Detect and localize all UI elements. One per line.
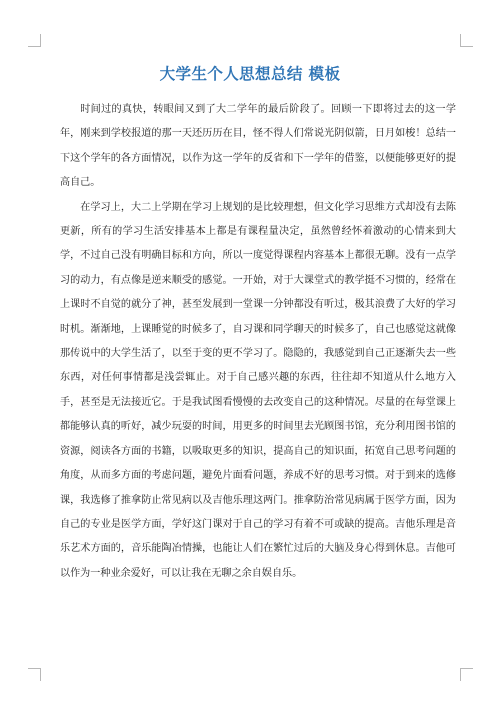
crop-mark-bottom-left: [28, 668, 41, 681]
crop-mark-top-right: [460, 34, 473, 47]
crop-mark-bottom-right: [460, 668, 473, 681]
document-body: [60, 98, 456, 586]
paragraph-intro: 时间过的真快，转眼间又到了大二学年的最后阶段了。回顾一下即将过去的这一学年，刚来到学校报道的那一天还历历在目，怪不得人们常说光阴似箭，日月如梭！总结一下这个学年的各方面情况，以作为这一学年的反省和下一学年的借鉴，以便能够更好的提高自己。: [60, 104, 456, 189]
crop-mark-top-left: [28, 34, 41, 47]
paragraph-study: 在学习上，大二上学期在学习上规划的是比较理想，但文化学习思维方式却没有去陈更新，所有的学习生活安排基本上都是有课程量决定，虽然曾经怀着激动的心情来到大学，不过自己没有明确目标和方向，所以一度觉得课程内容基本上都很无聊。没有一点学习的动力，有点像是逆来顺受的感觉。一开始，对于大课堂式的教学挺不习惯的，经常在上课时不自觉的就分了神，甚至发展到一堂课一分钟都没有听过，极其浪费了大好的学习时机。渐渐地，上课睡觉的时候多了，自习课和同学聊天的时候多了，自己也感觉这就像那传说中的大学生活了，以至于变的更不学习了。隐隐的，我感觉到自己正逐渐失去一些东西，对任何事情都是浅尝辄止。对于自己感兴趣的东西，往往却不知道从什么地方入手，甚至是无法接近它。于是我试图看慢慢的去改变自己的这种情况。尽量的在每堂课上都能够认真的听好，减少玩耍的时间，用更多的时间里去光顾图书馆，充分利用图书馆的资源，阅读各方面的书籍，以吸取更多的知识，提高自己的知识面，拓宽自己思考问题的角度，从而多方面的考虑问题，避免片面看问题，养成不好的思考习惯。对于到来的选修课，我选修了推拿防止常见病以及吉他乐理这两门。推拿防治常见病属于医学方面，因为自己的专业是医学方面，学好这门课对于自己的学习有着不可或缺的提高。吉他乐理是音乐艺术方面的，音乐能陶冶情操，也能让人们在繁忙过后的大脑及身心得到休息。吉他可以作为一种业余爱好，可以让我在无聊之余自娱自乐。: [60, 201, 456, 579]
document-title: 大学生个人思想总结 模板: [159, 65, 341, 83]
